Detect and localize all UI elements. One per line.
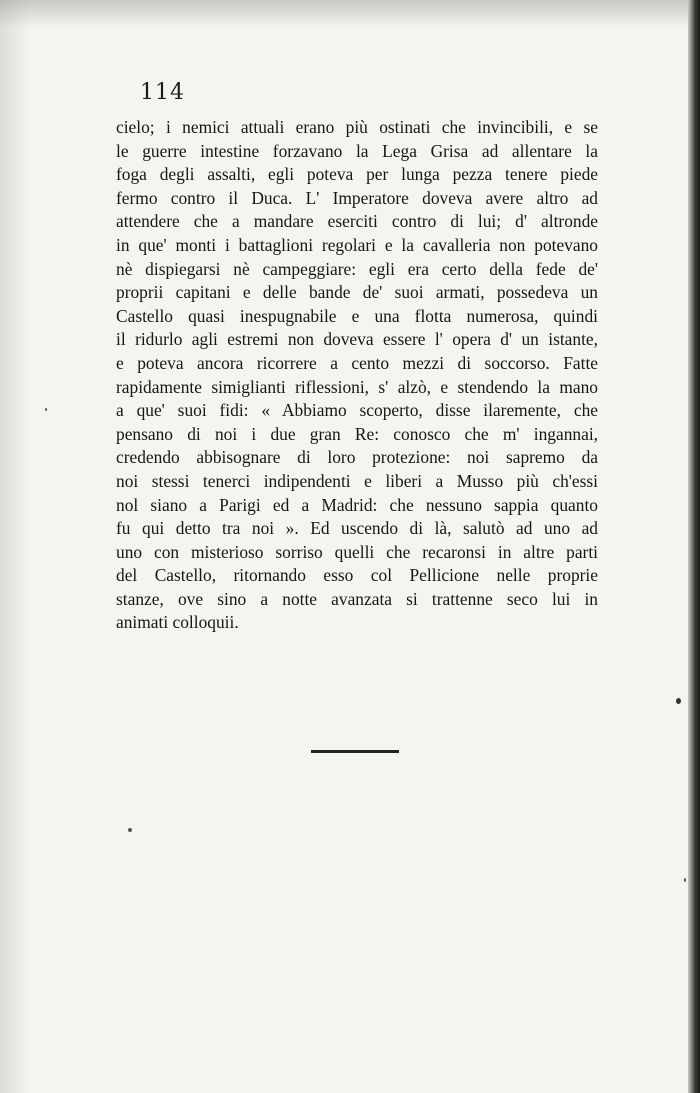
scan-speck bbox=[684, 878, 686, 882]
text-line: attendere che a mandare eserciti contro di lui; d' altronde bbox=[116, 211, 598, 232]
text-line: credendo abbisognare di loro protezione: noi sapremo da bbox=[116, 447, 598, 468]
page-number: 114 bbox=[140, 80, 185, 105]
text-line: proprii capitani e delle bande de' suoi armati, possedeva un bbox=[116, 282, 598, 303]
scan-speck bbox=[128, 828, 132, 832]
text-line: foga degli assalti, egli poteva per lunga pezza tenere piede bbox=[116, 164, 598, 185]
text-line: le guerre intestine forzavano la Lega Grisa ad allentare la bbox=[116, 140, 598, 161]
text-line: nè dispiegarsi nè campeggiare: egli era certo della fede de' bbox=[116, 258, 598, 279]
scan-edge-right bbox=[688, 0, 700, 1093]
scan-edge-top bbox=[0, 0, 700, 28]
text-line: pensano di noi i due gran Re: conosco che m' ingannai, bbox=[116, 423, 598, 444]
scan-edge-left bbox=[0, 0, 30, 1093]
text-line: del Castello, ritornando esso col Pellicione nelle proprie bbox=[116, 565, 598, 586]
text-line: a que' suoi fidi: « Abbiamo scoperto, disse ilaremente, che bbox=[116, 400, 598, 421]
text-line: fermo contro il Duca. L' Imperatore doveva avere altro ad bbox=[116, 187, 598, 208]
section-divider bbox=[311, 750, 399, 753]
text-line: cielo; i nemici attuali erano più ostinati che invincibili, e se bbox=[116, 117, 598, 137]
text-line: Castello quasi inespugnabile e una flotta numerosa, quindi bbox=[116, 305, 598, 326]
text-line: nol siano a Parigi ed a Madrid: che nessuno sappia quanto bbox=[116, 494, 598, 515]
text-line: noi stessi tenerci indipendenti e liberi a Musso più ch'essi bbox=[116, 470, 598, 491]
text-line-last: animati colloquii. bbox=[116, 612, 239, 633]
scan-speck bbox=[45, 408, 47, 411]
text-line: il ridurlo agli estremi non doveva essere l' opera d' un istante, bbox=[116, 329, 598, 350]
scan-speck bbox=[676, 698, 681, 704]
text-line: e poteva ancora ricorrere a cento mezzi di soccorso. Fatte bbox=[116, 352, 598, 373]
body-text bbox=[116, 116, 598, 635]
text-line: uno con misterioso sorriso quelli che recaronsi in altre parti bbox=[116, 541, 598, 562]
text-line: rapidamente simiglianti riflessioni, s' alzò, e stendendo la mano bbox=[116, 376, 598, 397]
text-line: stanze, ove sino a notte avanzata si trattenne seco lui in bbox=[116, 588, 598, 609]
text-line: fu qui detto tra noi ». Ed uscendo di là, salutò ad uno ad bbox=[116, 518, 598, 539]
text-line: in que' monti i battaglioni regolari e la cavalleria non potevano bbox=[116, 234, 598, 255]
